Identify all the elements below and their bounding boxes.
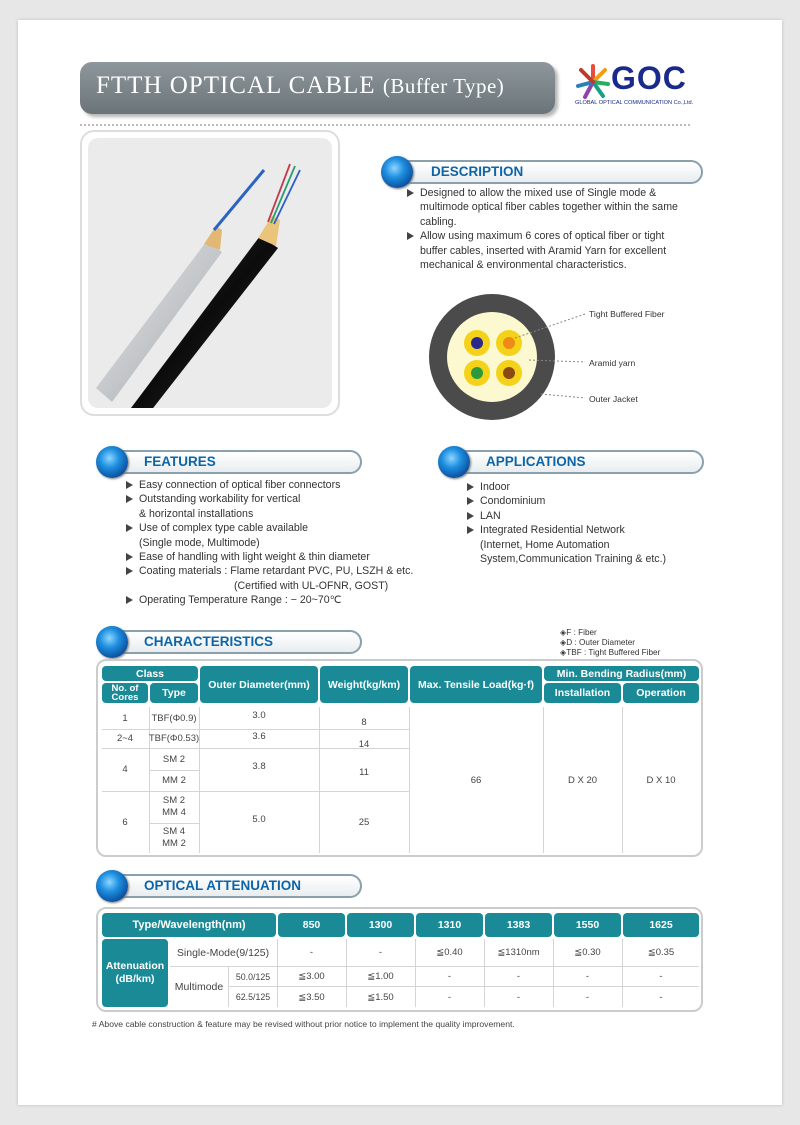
list-item-continuation: (Internet, Home Automation	[480, 538, 610, 551]
th-wavelength: 850	[278, 913, 345, 937]
th-outer-diameter: Outer Diameter(mm)	[200, 666, 318, 703]
sm-value: -	[309, 947, 314, 958]
outer-diameter-cell: 3.8	[252, 760, 266, 772]
mm-fiber-label: 50.0/125	[235, 971, 271, 982]
legend-outer-diameter: ◈D : Outer Diameter	[560, 638, 635, 647]
th-wavelength: 1310	[416, 913, 483, 937]
type-cell: SM 2	[162, 753, 186, 765]
th-type-wavelength: Type/Wavelength(nm)	[102, 913, 276, 937]
multimode-label: Multimode	[174, 981, 224, 993]
footnote: # Above cable construction & feature may be revised without prior notice to implement the quality improvement.	[92, 1019, 515, 1029]
divider	[80, 124, 690, 126]
attenuation-table	[96, 907, 703, 1012]
list-item: Ease of handling with light weight & thin diameter	[124, 550, 424, 564]
legend-fiber: ◈F : Fiber	[560, 628, 597, 637]
list-item: Use of complex type cable available	[124, 521, 424, 535]
company-logo	[575, 58, 705, 118]
type-cell: SM 4 MM 2	[162, 826, 186, 849]
list-item-continuation: buffer cables, inserted with Aramid Yarn for excellent	[420, 244, 667, 257]
weight-cell: 14	[358, 738, 370, 750]
cores-cell: 2~4	[116, 733, 134, 744]
weight-cell: 11	[359, 766, 369, 778]
sm-value: ≦0.35	[647, 947, 675, 958]
type-cell: MM 2	[162, 775, 186, 786]
installation-cell: D X 20	[567, 774, 598, 786]
list-item: Allow using maximum 6 cores of optical fiber or tight	[405, 229, 705, 243]
page-title: FTTH OPTICAL CABLE (Buffer Type)	[96, 72, 505, 99]
list-item-continuation: System,Communication Training & etc.)	[480, 553, 667, 566]
cable-photo	[80, 130, 340, 416]
mm-fiber-label: 62.5/125	[235, 992, 271, 1002]
outer-diameter-cell: 3.0	[252, 709, 266, 721]
th-type: Type	[150, 683, 198, 703]
th-bending-radius: Min. Bending Radius(mm)	[544, 666, 699, 681]
type-cell: TBF(Φ0.9)	[151, 712, 197, 724]
th-operation: Operation	[623, 683, 699, 703]
list-item-continuation: multimode optical fiber cables together within the same	[420, 201, 678, 214]
th-class: Class	[102, 666, 198, 681]
description-list	[405, 186, 705, 272]
features-list	[124, 478, 424, 608]
list-item: Integrated Residential Network	[465, 523, 705, 537]
label-tight-buffered-fiber: Tight Buffered Fiber	[589, 309, 665, 319]
label-outer-jacket: Outer Jacket	[589, 394, 638, 404]
list-item: Designed to allow the mixed use of Single mode &	[405, 186, 705, 200]
weight-cell: 8	[361, 716, 367, 728]
section-ball-icon	[96, 870, 128, 902]
list-item: Indoor	[465, 480, 705, 494]
list-item: Condominium	[465, 494, 705, 508]
characteristics-table	[96, 659, 703, 857]
mm-value: -	[659, 971, 663, 982]
section-ball-icon	[96, 446, 128, 478]
features-title: FEATURES	[144, 454, 216, 469]
sm-value: ≦0.30	[574, 947, 601, 958]
type-cell: TBF(Φ0.53)	[148, 733, 200, 744]
operation-cell: D X 10	[646, 774, 676, 786]
list-item-continuation: (Single mode, Multimode)	[139, 536, 260, 549]
description-title: DESCRIPTION	[431, 164, 524, 179]
mm-value: -	[659, 991, 663, 1003]
single-mode-label: Single-Mode(9/125)	[176, 946, 270, 959]
abbreviation-legend	[560, 628, 660, 658]
cable-illustration	[88, 138, 332, 408]
list-item-continuation: & horizontal installations	[139, 507, 254, 520]
section-ball-icon	[381, 156, 413, 188]
list-item-continuation: (Certified with UL-OFNR, GOST)	[234, 579, 389, 592]
cores-cell: 6	[122, 816, 128, 828]
mm-value: -	[585, 991, 590, 1003]
characteristics-title: CHARACTERISTICS	[144, 634, 274, 649]
legend-tbf: ◈TBF : Tight Buffered Fiber	[560, 648, 661, 657]
th-wavelength: 1383	[485, 913, 552, 937]
list-item: LAN	[465, 509, 705, 523]
attenuation-title: OPTICAL ATTENUATION	[144, 878, 301, 893]
th-wavelength: 1625	[623, 913, 699, 937]
list-item: Easy connection of optical fiber connectors	[124, 478, 424, 492]
sm-value: -	[378, 947, 383, 958]
mm-value: -	[516, 991, 521, 1003]
characteristics-header	[106, 630, 362, 654]
th-wavelength: 1300	[347, 913, 414, 937]
outer-diameter-cell: 3.6	[252, 730, 266, 742]
type-cell: SM 2 MM 4	[162, 795, 186, 818]
starburst-icon	[575, 62, 611, 102]
list-item-continuation: cabling.	[420, 215, 457, 228]
label-aramid-yarn: Aramid yarn	[589, 358, 636, 368]
attenuation-header	[106, 874, 362, 898]
mm-value: -	[585, 971, 590, 982]
sm-value: ≦0.40	[436, 947, 463, 958]
page-subtitle: (Buffer Type)	[382, 74, 505, 98]
cores-cell: 1	[122, 712, 128, 724]
sm-value: ≦1310nm	[497, 947, 540, 958]
th-weight: Weight(kg/km)	[320, 666, 408, 703]
logo-company-name: GLOBAL OPTICAL COMMUNICATION Co.,Ltd.	[575, 100, 694, 106]
logo-text: GOC	[611, 60, 687, 96]
features-header	[106, 450, 362, 474]
th-no-cores: No. of Cores	[102, 683, 148, 703]
list-item: Operating Temperature Range : − 20~70℃	[124, 593, 424, 607]
cores-cell: 4	[122, 764, 128, 775]
section-ball-icon	[438, 446, 470, 478]
outer-diameter-cell: 5.0	[252, 813, 266, 825]
th-tensile-load: Max. Tensile Load(kg·f)	[410, 666, 542, 703]
weight-cell: 25	[358, 816, 370, 828]
applications-list	[465, 480, 705, 566]
tensile-load-cell: 66	[470, 774, 482, 786]
mm-value: -	[447, 991, 452, 1003]
list-item: Outstanding workability for vertical	[124, 492, 424, 506]
applications-header	[448, 450, 704, 474]
mm-value: ≦3.50	[298, 991, 325, 1003]
description-header	[393, 160, 703, 184]
list-item: Coating materials : Flame retardant PVC, PU, LSZH & etc.	[124, 564, 424, 578]
section-ball-icon	[96, 626, 128, 658]
title-bar	[80, 62, 555, 114]
applications-title: APPLICATIONS	[486, 454, 586, 469]
attenuation-row-label: Attenuation (dB/km)	[102, 939, 168, 1007]
list-item-continuation: mechanical & environmental characteristics.	[420, 259, 627, 272]
mm-value: ≦3.00	[298, 971, 325, 982]
th-installation: Installation	[544, 683, 621, 703]
mm-value: ≦1.50	[367, 991, 394, 1003]
mm-value: ≦1.00	[367, 971, 394, 982]
mm-value: -	[516, 971, 521, 982]
th-wavelength: 1550	[554, 913, 621, 937]
mm-value: -	[447, 971, 452, 982]
